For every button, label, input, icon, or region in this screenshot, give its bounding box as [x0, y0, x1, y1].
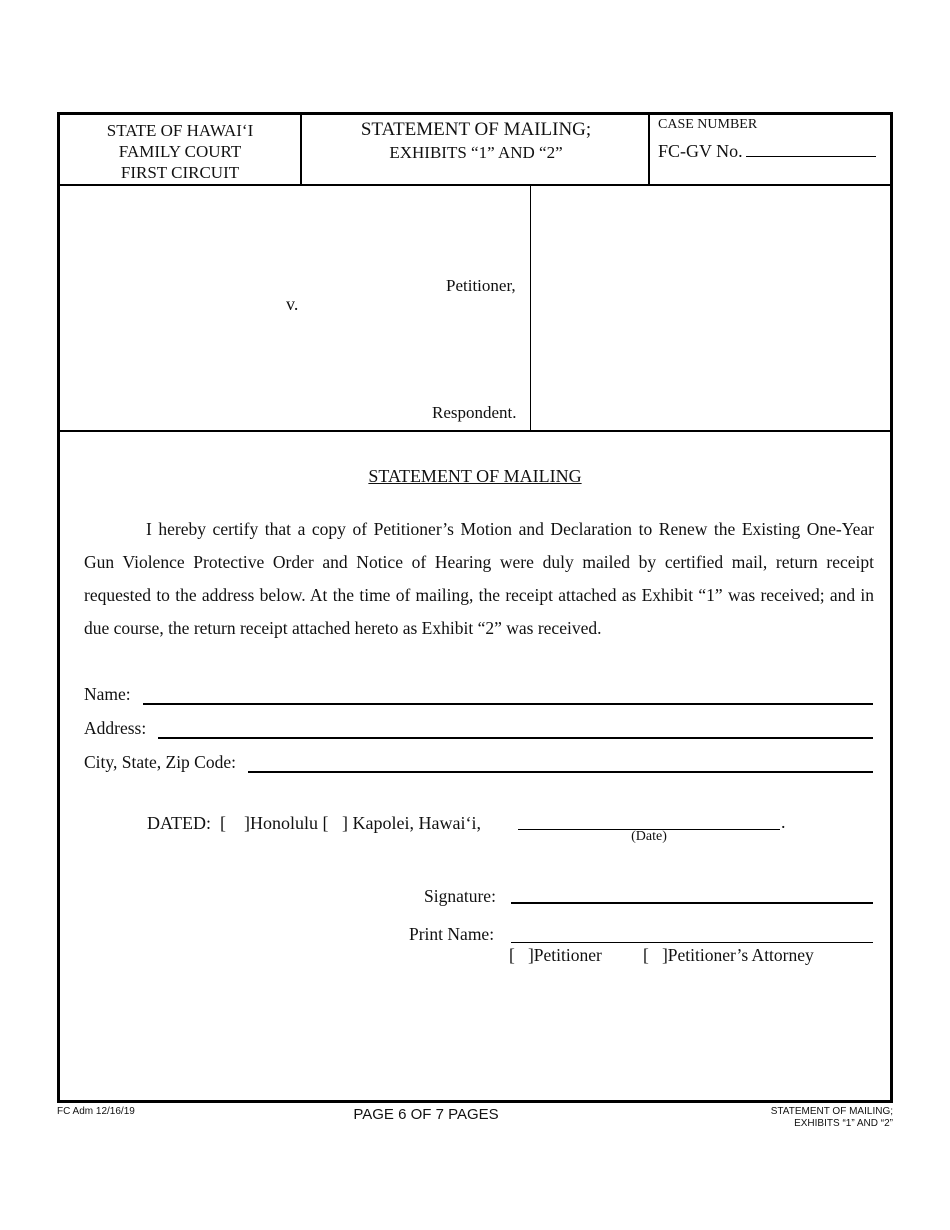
kapolei-label: ] Kapolei, Hawai‘i, [342, 813, 481, 833]
date-period: . [781, 812, 786, 832]
case-number-line[interactable] [746, 140, 876, 157]
document-title: STATEMENT OF MAILING; EXHIBITS “1” AND “2” [360, 119, 592, 162]
signature-line[interactable] [511, 902, 873, 904]
print-name-line[interactable] [511, 942, 873, 943]
case-number-field[interactable] [658, 140, 876, 162]
city-state-zip-field[interactable]: City, State, Zip Code: [84, 752, 873, 773]
case-prefix: FC-GV No. [658, 141, 743, 161]
signature-label: Signature: [424, 886, 496, 906]
dated-line: DATED: [ ]Honolulu [ ] Kapolei, Hawai‘i, [147, 813, 481, 833]
attorney-option[interactable]: [ ]Petitioner’s Attorney [643, 945, 814, 965]
page-number: PAGE 6 OF 7 PAGES [353, 1106, 499, 1123]
honolulu-label: ]Honolulu [244, 813, 318, 833]
print-name-label: Print Name: [409, 924, 495, 944]
petitioner-option[interactable]: [ ]Petitioner [509, 945, 602, 965]
petitioner-label: Petitioner, [446, 276, 516, 295]
caption-bottom-rule [57, 430, 893, 432]
address-line[interactable] [158, 723, 873, 739]
petitioner-checkbox[interactable]: [ [509, 945, 528, 965]
city-state-zip-line[interactable] [248, 757, 873, 773]
honolulu-checkbox[interactable]: [ [215, 813, 244, 833]
court-name: STATE OF HAWAI‘I FAMILY COURT FIRST CIRCUIT [106, 121, 254, 182]
footer-title: STATEMENT OF MAILING; EXHIBITS “1” AND “2” [770, 1106, 893, 1129]
case-number-label: CASE NUMBER [658, 117, 758, 132]
versus-label: v. [286, 294, 299, 314]
address-field[interactable]: Address: [84, 718, 873, 739]
kapolei-checkbox[interactable]: [ [322, 813, 342, 833]
section-title: STATEMENT OF MAILING [368, 466, 582, 486]
name-field[interactable]: Name: [84, 684, 873, 705]
attorney-checkbox[interactable]: [ [643, 945, 662, 965]
header-col-divider-1 [300, 112, 302, 185]
respondent-label: Respondent. [432, 403, 517, 422]
certification-paragraph: I hereby certify that a copy of Petitioner’s Motion and Declaration to Renew the Existing One-Year Gun Violence Protective Order and Notice of Hearing were duly mailed by certified mail, return receipt requested to the address below. At the time of mailing, the receipt attached as Exhibit “1” was received; and in due course, the return receipt attached hereto as Exhibit “2” was received. [84, 519, 874, 638]
form-id: FC Adm 12/16/19 [57, 1106, 135, 1117]
date-caption: (Date) [631, 829, 667, 844]
name-line[interactable] [143, 689, 873, 705]
header-divider [57, 184, 893, 186]
caption-divider [530, 185, 531, 431]
